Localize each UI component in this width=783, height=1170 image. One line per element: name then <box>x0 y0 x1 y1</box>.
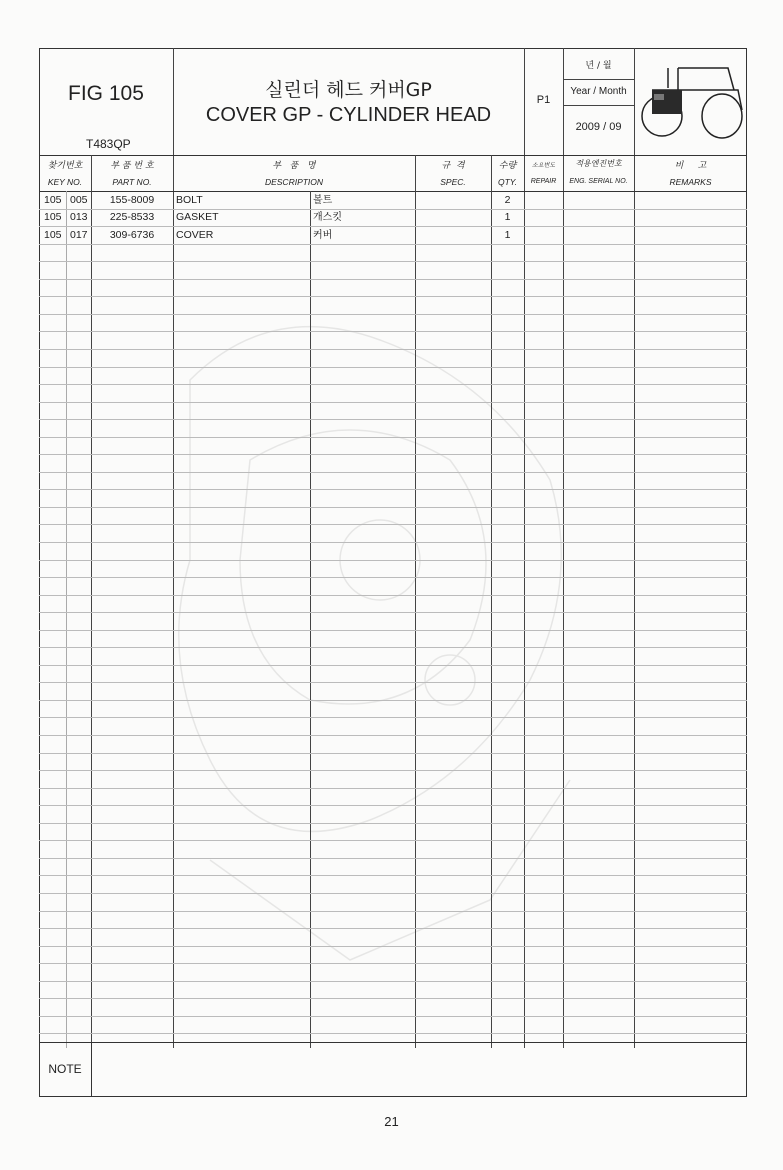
row-rule <box>39 595 747 596</box>
row-rule <box>39 612 747 613</box>
col-repair-ko: 소요번도 <box>531 162 556 169</box>
row-rule <box>39 858 747 859</box>
row-rule <box>39 542 747 543</box>
fig-number: FIG 105 <box>68 82 144 105</box>
row-rule <box>39 998 747 999</box>
row-rule <box>39 1016 747 1017</box>
title-english: COVER GP - CYLINDER HEAD <box>205 104 492 126</box>
header-bottom-line <box>39 155 747 156</box>
description-english: GASKET <box>176 211 219 223</box>
row-rule <box>39 472 747 473</box>
quantity: 2 <box>504 194 511 206</box>
col-serial-en: ENG. SERIAL NO. <box>569 178 628 185</box>
row-rule <box>39 717 747 718</box>
quantity: 1 <box>504 229 511 241</box>
col-spec-ko: 규 격 <box>441 161 465 171</box>
col-divider-repair-right <box>563 48 564 1048</box>
col-remarks-en: REMARKS <box>669 177 712 187</box>
row-rule <box>39 367 747 368</box>
row-rule <box>39 279 747 280</box>
col-part-ko: 부 품 번 호 <box>110 161 154 171</box>
page-number: 21 <box>384 1114 399 1129</box>
row-rule <box>39 981 747 982</box>
row-rule <box>39 331 747 332</box>
row-rule <box>39 419 747 420</box>
row-rule <box>39 296 747 297</box>
row-rule <box>39 560 747 561</box>
description-korean: 개스킷 <box>313 212 342 223</box>
col-key-ko: 찾기번호 <box>47 161 83 171</box>
key-group: 105 <box>44 229 62 241</box>
key-group: 105 <box>44 211 62 223</box>
row-rule <box>39 314 747 315</box>
row-rule <box>39 823 747 824</box>
key-group: 105 <box>44 194 62 206</box>
row-rule <box>39 911 747 912</box>
note-label: NOTE <box>48 1062 82 1076</box>
col-part-en: PART NO. <box>112 177 152 187</box>
row-rule <box>39 349 747 350</box>
row-rule <box>39 630 747 631</box>
col-qty-ko: 수량 <box>498 161 517 171</box>
description-english: COVER <box>176 229 214 241</box>
col-qty-en: QTY. <box>497 177 518 187</box>
col-divider-desc <box>173 48 174 1048</box>
col-divider-desc-ko <box>310 191 311 1048</box>
page-code: P1 <box>536 94 551 106</box>
description-korean: 볼트 <box>313 195 333 206</box>
date-box-divider-2 <box>563 105 634 106</box>
col-remarks-ko: 비 고 <box>674 161 707 171</box>
row-rule <box>39 875 747 876</box>
description-english: BOLT <box>176 194 203 206</box>
row-rule <box>39 963 747 964</box>
quantity: 1 <box>504 211 511 223</box>
col-divider-key-split <box>66 191 67 1048</box>
col-serial-ko: 적용엔진번호 <box>575 159 622 168</box>
key-number: 005 <box>70 194 88 206</box>
row-rule <box>39 665 747 666</box>
row-rule <box>39 402 747 403</box>
key-number: 013 <box>70 211 88 223</box>
row-rule <box>39 805 747 806</box>
col-key-en: KEY NO. <box>47 177 83 187</box>
row-rule <box>39 682 747 683</box>
date-box-divider-1 <box>563 79 634 80</box>
row-rule <box>39 489 747 490</box>
col-divider-part <box>91 155 92 1048</box>
row-rule <box>39 788 747 789</box>
row-rule <box>39 507 747 508</box>
col-divider-qty-right <box>524 48 525 1048</box>
row-rule <box>39 577 747 578</box>
row-rule <box>39 261 747 262</box>
col-desc-en: DESCRIPTION <box>264 177 324 187</box>
row-rule <box>39 770 747 771</box>
note-divider <box>91 1042 92 1097</box>
row-rule <box>39 840 747 841</box>
row-rule <box>39 384 747 385</box>
row-rule <box>39 735 747 736</box>
row-rule <box>39 647 747 648</box>
description-korean: 커버 <box>313 230 333 241</box>
date-label-english: Year / Month <box>570 86 627 97</box>
date-value: 2009 / 09 <box>575 121 622 133</box>
col-repair-en: REPAIR <box>530 178 557 185</box>
tractor-icon <box>638 60 744 142</box>
part-number: 309-6736 <box>109 229 155 241</box>
part-number: 225-8533 <box>109 211 155 223</box>
col-divider-spec <box>415 155 416 1048</box>
row-rule <box>39 1033 747 1034</box>
col-divider-serial-right <box>634 48 635 1048</box>
part-number: 155-8009 <box>109 194 155 206</box>
row-rule <box>39 946 747 947</box>
date-label-korean: 년 / 월 <box>585 61 612 71</box>
row-rule <box>39 753 747 754</box>
col-divider-qty <box>491 155 492 1048</box>
title-korean: 실린더 헤드 커버GP <box>265 79 432 101</box>
bleed-through-drawing <box>150 260 610 1020</box>
model-code: T483QP <box>86 137 131 151</box>
note-top-line <box>39 1042 747 1043</box>
row-rule <box>39 454 747 455</box>
row-rule <box>39 700 747 701</box>
row-rule <box>39 893 747 894</box>
key-number: 017 <box>70 229 88 241</box>
row-rule <box>39 437 747 438</box>
row-rule <box>39 928 747 929</box>
col-desc-ko: 부 품 명 <box>272 161 316 171</box>
col-spec-en: SPEC. <box>440 177 466 187</box>
row-rule <box>39 524 747 525</box>
